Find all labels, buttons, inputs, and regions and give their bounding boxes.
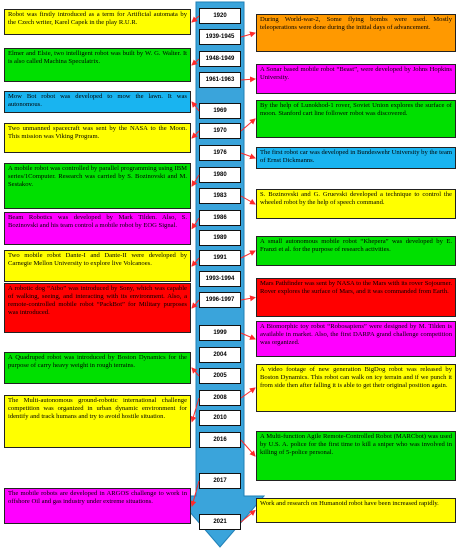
event-box-left-1980: A mobile robot was controlled by parallel programming using IBM series/1Computer. Research was carried by S. Bozinovski and M. Sestakov. [4, 163, 191, 209]
connector-arrow [192, 175, 199, 186]
connector-arrow [192, 59, 199, 65]
connector-arrow [241, 33, 255, 37]
year-label: 2016 [199, 432, 241, 448]
event-box-right-1970: By the help of Lunokhod-1 rover, Soviet Union explores the surface of moon. Stanford cart line follower robot was discovered. [256, 100, 456, 138]
connector-arrow [241, 251, 255, 258]
event-box-left-1970: Two unmanned spacecraft was sent by the NASA to the Moon. This mission was Viking Program. [4, 123, 191, 153]
connector-arrow [192, 300, 199, 308]
connector-arrow [241, 79, 255, 80]
year-label: 1939-1945 [199, 29, 241, 45]
connector-arrow [241, 388, 255, 398]
year-label: 2004 [199, 347, 241, 363]
connector-arrow [192, 398, 199, 422]
event-box-left-1996-1997: A robotic dog “Aibo” was introduced by Sony, which was capable of walking, seeing, and interacting with its environment. Also, a remote-controlled mobile robot “PackBot” for Military purposes was introduced. [4, 283, 191, 333]
year-label: 2010 [199, 410, 241, 426]
event-box-right-1939-1945: During World-war-2, Some flying bombs were used. Mostly teleoperations were done during the initial days of advancement. [256, 14, 456, 52]
connector-arrow [241, 119, 255, 131]
year-label: 1948-1949 [199, 51, 241, 67]
event-box-left-1991: Two mobile robot Dante-I and Dante-II were developed by Carnegie Mellon University to explore live Volcanoes. [4, 250, 191, 282]
event-box-right-1976: The first robot car was developed in Bundeswehr University by the team of Ernst Dickmanns. [256, 147, 456, 169]
year-label: 2017 [199, 473, 241, 489]
event-box-right-1961-1963: A Sonar based mobile robot “Beast”, were developed by Johns Hopkins University. [256, 64, 456, 94]
year-label: 2021 [199, 514, 241, 530]
year-label: 2005 [199, 368, 241, 384]
event-box-right-2008: A video footage of new generation BigDog robot was released by Boston Dynamics. This robot can walk on icy terrain and if we punch it from side then after falling it is able to get their original position again. [256, 364, 456, 412]
event-box-left-1948-1949: Elmer and Elsie, two intelligent robot was built by W. G. Walter. It is also called Machina Speculatrix. [4, 48, 191, 82]
year-label: 1969 [199, 103, 241, 119]
event-box-right-2021: Work and research on Humanoid robot have been increased rapidly. [256, 498, 456, 523]
year-label: 1993-1994 [199, 271, 241, 287]
year-label: 1983 [199, 188, 241, 204]
year-label: 1980 [199, 167, 241, 183]
connector-arrow [241, 333, 255, 339]
event-box-left-1969: Mow Bot robot was developed to mow the lawn. It was autonomous. [4, 91, 191, 113]
year-label: 1989 [199, 230, 241, 246]
event-box-right-1996-1997: Mars Pathfinder was sent by NASA to the Mars with its rover Sojourner. Rover explores the surface of Mars, and it was commanded from Earth. [256, 278, 456, 317]
event-box-left-1986: Beam Robotics was developed by Mark Tilden. Also, S. Bozinovski and his team control a mobile robot by EOG Signal. [4, 212, 191, 245]
connector-arrow [241, 298, 255, 301]
year-label: 1999 [199, 325, 241, 341]
year-label: 1986 [199, 210, 241, 226]
event-box-left-2005: A Quadruped robot was introduced by Boston Dynamics for the purpose of carry heavy weight in rough terrains. [4, 352, 191, 384]
year-label: 1976 [199, 145, 241, 161]
year-label: 1970 [199, 123, 241, 139]
connector-arrow [192, 481, 199, 506]
year-label: 2008 [199, 390, 241, 406]
connector-arrow [192, 102, 199, 111]
connector-arrow [241, 196, 255, 204]
connector-arrow [192, 218, 199, 229]
event-box-right-2016: A Multi-function Agile Remote-Controlled Robot (MARCbot) was used by U.S. A. police for the first time to kill a sniper who was involved in killing of 5-police personal. [256, 431, 456, 481]
year-label: 1996-1997 [199, 292, 241, 308]
event-box-left-2008: The Multi-autonomous ground-robotic international challenge competition was organized in urban dynamic environment for identify and track humans and try to avoid hostile situation. [4, 395, 191, 448]
event-box-right-1991: A small autonomous mobile robot “Khepera” was developed by E. Franzi et al. for the purpose of research activities. [256, 236, 456, 266]
connector-arrow [192, 16, 199, 22]
connector-arrow [241, 511, 255, 523]
connector-arrow [192, 258, 199, 266]
event-box-right-1983: S. Bozinovski and G. Gruevski developed a technique to control the wheeled robot by the help of speech command. [256, 189, 456, 219]
year-label: 1991 [199, 250, 241, 266]
event-box-left-2017: The mobile robots are developed in ARGOS challenge to work in offshore Oil and gas industry under extreme situations. [4, 488, 191, 524]
event-box-right-1999: A Biomorphic toy robot “Robosapiens” were designed by M. Tilden is available in market. Also, the first DARPA grand challenge competition was organized. [256, 321, 456, 357]
connector-arrow [241, 153, 255, 158]
connector-arrow [241, 440, 255, 456]
year-label: 1961-1963 [199, 72, 241, 88]
connector-arrow [192, 368, 199, 376]
connector-arrow [192, 131, 199, 138]
year-label: 1920 [199, 8, 241, 24]
event-box-left-1920: Robot was firstly introduced as a term for Artificial automata by the Czech writer, Karel Capek in the play R.U.R. [4, 9, 191, 35]
